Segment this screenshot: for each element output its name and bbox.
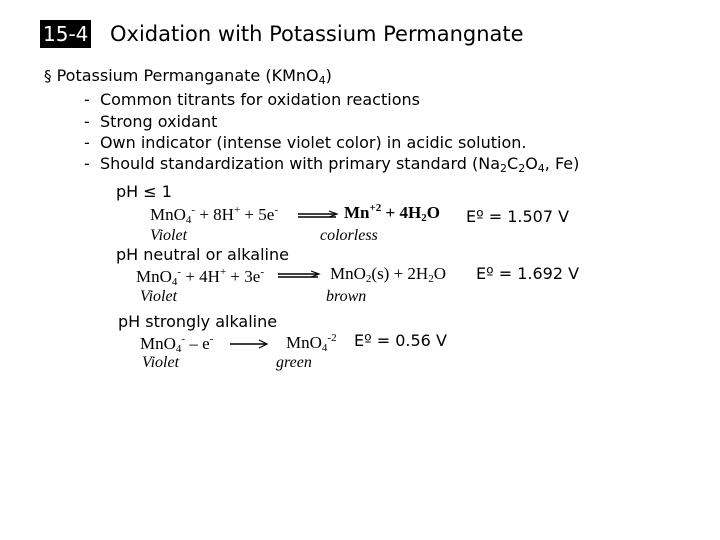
condition-label: pH ≤ 1 xyxy=(116,182,172,201)
reaction-products: $Mn^{+2} + 4H_2O$ xyxy=(344,202,440,224)
standard-potential: Eº = 1.507 V xyxy=(466,207,570,226)
color-reactant: Violet xyxy=(142,354,180,371)
reaction-arrow-icon xyxy=(296,210,340,220)
list-item: - Common titrants for oxidation reactions xyxy=(84,90,420,109)
reaction-reactants: MnO$_4$- + 4H+ + 3e- xyxy=(136,266,264,288)
section-number: 15-4 xyxy=(40,20,91,48)
color-product: brown xyxy=(326,288,367,305)
reaction-arrow-icon xyxy=(228,339,270,349)
standard-potential: Eº = 1.692 V xyxy=(476,264,580,283)
color-reactant: Violet xyxy=(140,288,178,305)
bullet-line xyxy=(44,66,332,87)
reaction-reactants: MnO$_4$- – e- xyxy=(140,333,214,355)
reaction-products: MnO$_4^{-2}$ xyxy=(286,332,337,354)
color-product: green xyxy=(276,354,312,371)
list-item: - Strong oxidant xyxy=(84,112,218,131)
color-reactant: Violet xyxy=(150,227,188,244)
main-heading: Potassium Permanganate (KMnO$_4$) xyxy=(56,66,332,87)
condition-label: pH neutral or alkaline xyxy=(116,245,289,264)
reaction-reactants: MnO$_4$- + 8H+ + 5e- xyxy=(150,204,278,226)
reaction-products: $MnO_2(s) + 2H_2O$ xyxy=(330,264,446,285)
reaction-arrow-icon xyxy=(276,270,322,280)
standard-potential: Eº = 0.56 V xyxy=(354,331,447,350)
bullet-icon: § xyxy=(44,67,52,85)
condition-label: pH strongly alkaline xyxy=(118,312,278,331)
list-item: - Own indicator (intense violet color) in acidic solution. xyxy=(84,133,527,152)
page-title: Oxidation with Potassium Permangnate xyxy=(110,22,524,46)
color-product: colorless xyxy=(320,227,378,244)
list-item: - Should standardization with primary standard ($Na_2C_2O_4$, Fe) xyxy=(84,154,580,175)
